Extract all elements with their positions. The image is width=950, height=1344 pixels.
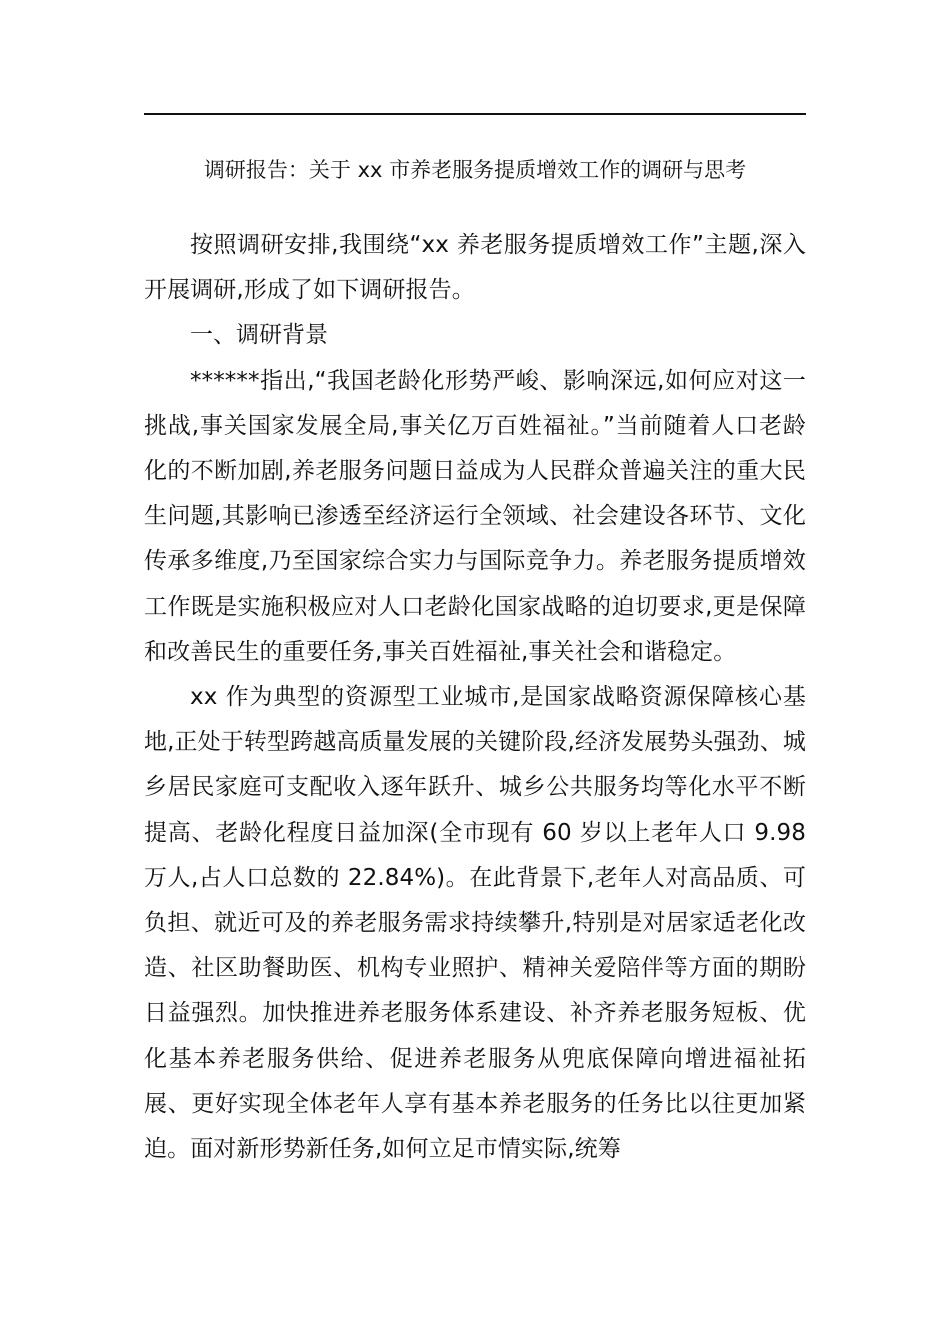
header-rule	[144, 113, 806, 115]
section-heading-background: 一、调研背景	[190, 322, 328, 349]
document-body	[144, 223, 806, 1172]
background-paragraph-2: xx 作为典型的资源型工业城市,是国家战略资源保障核心基地,正处于转型跨越高质量发展的关键阶段,经济发展势头强劲、城乡居民家庭可支配收入逐年跃升、城乡公共服务均等化水平不断提高、老龄化程度日益加深(全市现有 60 岁以上老年人口 9.98 万人,占人口总数的 22.84%)。在此背景下,老年人对高品质、可负担、就近可及的养老服务需求持续攀升,特别是对居家适老化改造、社区助餐助医、机构专业照护、精神关爱陪伴等方面的期盼日益强烈。加快推进养老服务体系建设、补齐养老服务短板、优化基本养老服务供给、促进养老服务从兜底保障向增进福祉拓展、更好实现全体老年人享有基本养老服务的任务比以往更加紧迫。面对新形势新任务,如何立足市情实际,统筹	[144, 684, 806, 1163]
document-title: 调研报告：关于 xx 市养老服务提质增效工作的调研与思考	[203, 158, 747, 182]
intro-paragraph: 按照调研安排,我围绕“xx 养老服务提质增效工作”主题,深入开展调研,形成了如下调研报告。	[144, 232, 806, 304]
background-paragraph-1: ******指出,“我国老龄化形势严峻、影响深远,如何应对这一挑战,事关国家发展全局,事关亿万百姓福祉。”当前随着人口老龄化的不断加剧,养老服务问题日益成为人民群众普遍关注的重大民生问题,其影响已渗透至经济运行全领域、社会建设各环节、文化传承多维度,乃至国家综合实力与国际竞争力。养老服务提质增效工作既是实施积极应对人口老龄化国家战略的迫切要求,更是保障和改善民生的重要任务,事关百姓福祉,事关社会和谐稳定。	[144, 367, 806, 665]
